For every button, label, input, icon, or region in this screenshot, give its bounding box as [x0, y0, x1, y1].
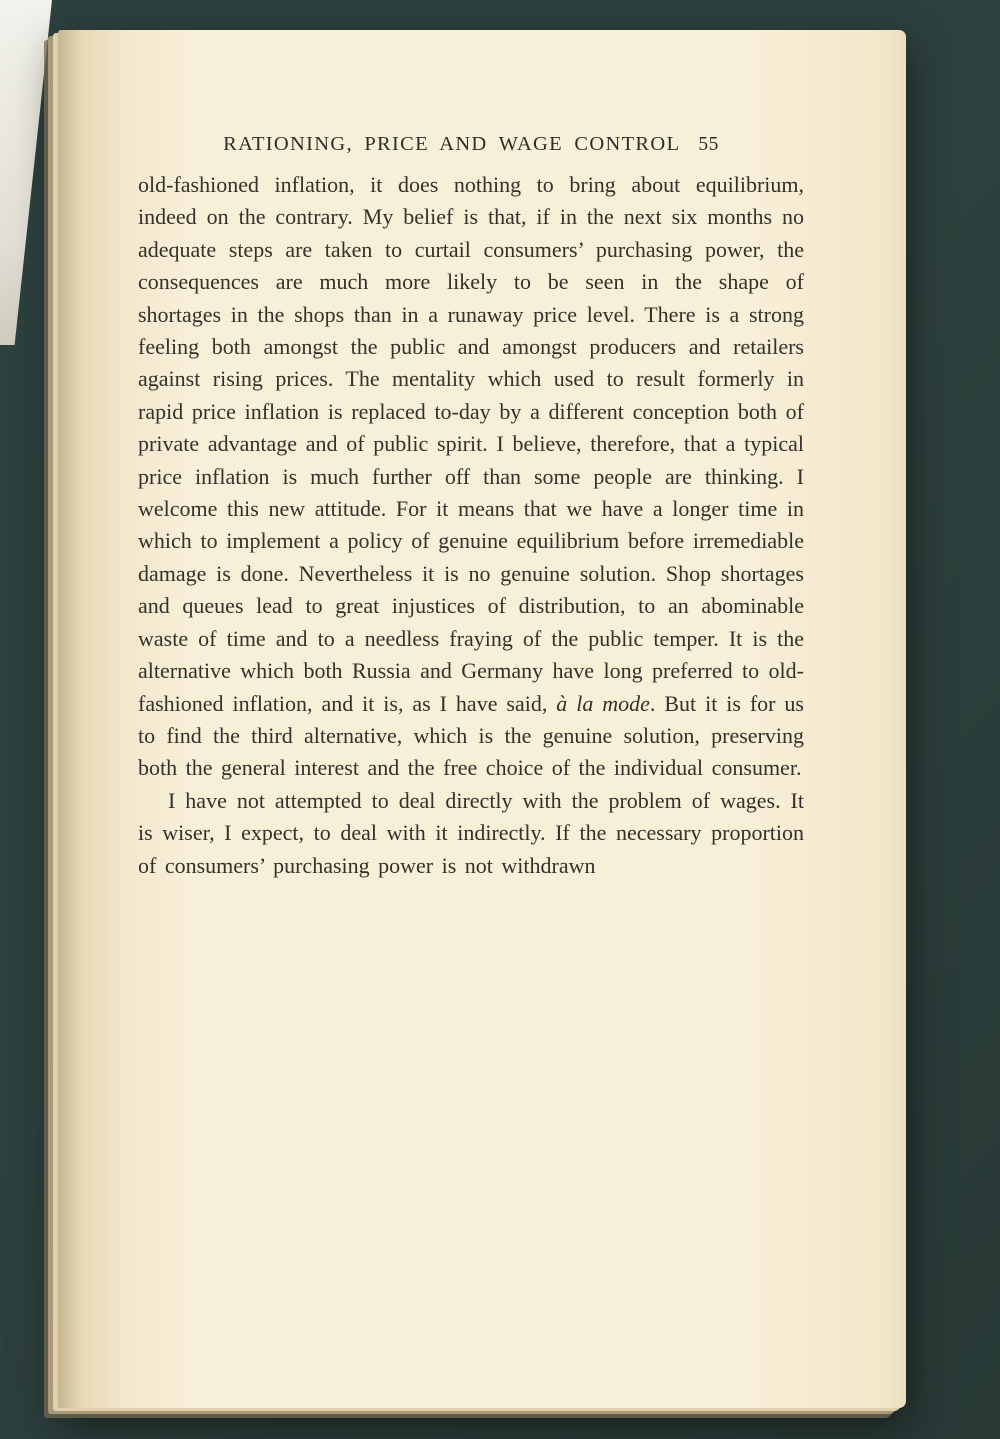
paragraph-2-text: I have not attempted to deal directly with the problem of wages. It is wiser, I expect, to deal with it indirectly. If the necessary proportion of consumers’ purchasing power is not withdrawn: [138, 787, 804, 878]
paragraph-1-text-end: . But it is for us to find the third alternative, which is the genuine solution, preserving both the general interest and the free choice of the individual consumer.: [138, 690, 804, 781]
running-head: [138, 133, 804, 156]
paragraph-2: [138, 785, 804, 882]
book-page: [58, 30, 906, 1408]
scanner-edge: [0, 0, 52, 345]
page-content: [138, 133, 804, 882]
italic-phrase: à la mode: [556, 690, 650, 716]
running-head-title: RATIONING, PRICE AND WAGE CONTROL: [223, 133, 681, 155]
paragraph-1: [138, 169, 804, 785]
paragraph-1-text-start: old-fashioned inflation, it does nothing to bring about equilibrium, indeed on the contrary. My belief is that, if in the next six months no adequate steps are taken to curtail consumers’ purchasing power, the consequences are much more likely to be seen in the shape of shortages in the shops than in a runaway price level. There is a strong feeling both amongst the public and amongst producers and retailers against rising prices. The mentality which used to result formerly in rapid price inflation is replaced to-day by a different conception both of private advantage and of public spirit. I believe, therefore, that a typical price inflation is much further off than some people are thinking. I welcome this new attitude. For it means that we have a longer time in which to implement a policy of genuine equilibrium before irremediable damage is done. Nevertheless it is no genuine solution. Shop shortages and queues lead to great injustices of distribution, to an abominable waste of time and to a needless fraying of the public temper. It is the alternative which both Russia and Germany have long preferred to old-fashioned inflation, and it is, as I have said,: [138, 172, 804, 716]
page-number: 55: [698, 134, 719, 155]
